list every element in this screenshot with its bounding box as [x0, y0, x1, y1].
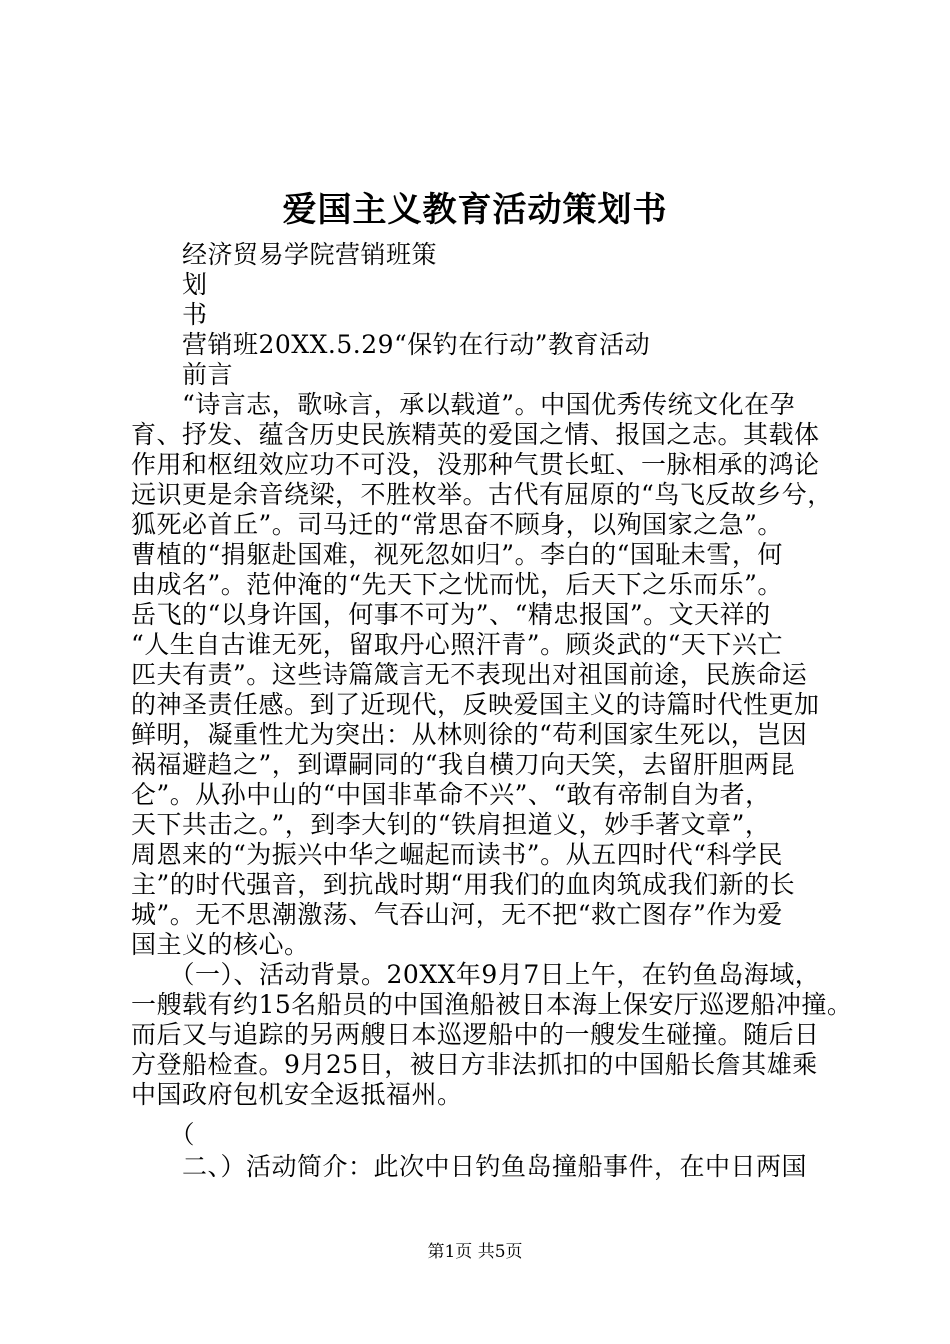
document-line: 书	[131, 300, 208, 329]
document-line: 育、抒发、蕴含历史民族精英的爱国之情、报国之志。其载体	[131, 420, 820, 449]
document-line: 岳飞的“以身许国，何事不可为”、“精忠报国”。文天祥的	[131, 600, 771, 629]
document-line: 作用和枢纽效应功不可没，没那种气贯长虹、一脉相承的鸿论	[131, 450, 820, 479]
document-line: 周恩来的“为振兴中华之崛起而读书”。从五四时代“科学民	[131, 840, 783, 869]
document-line: 天下共击之。”，到李大钊的“铁肩担道义，妙手著文章”，	[131, 810, 771, 839]
document-line: 划	[131, 270, 208, 299]
document-line: 远识更是余音绕梁，不胜枚举。古代有屈原的“鸟飞反故乡兮，	[131, 480, 833, 509]
document-line: 城”。无不思潮激荡、气吞山河，无不把“救亡图存”作为爱	[131, 900, 783, 929]
document-line: 国主义的核心。	[131, 930, 310, 959]
document-line: 曹植的“捐躯赴国难，视死忽如归”。李白的“国耻未雪，何	[131, 540, 783, 569]
document-line: “人生自古谁无死，留取丹心照汗青”。顾炎武的“天下兴亡	[131, 630, 783, 659]
document-line: 营销班20XX.5.29“保钓在行动”教育活动	[131, 330, 651, 359]
document-line: 经济贸易学院营销班策	[131, 240, 438, 269]
document-line: 的神圣责任感。到了近现代，反映爱国主义的诗篇时代性更加	[131, 690, 820, 719]
document-line: 匹夫有责”。这些诗篇箴言无不表现出对祖国前途，民族命运	[131, 660, 808, 689]
document-line: “诗言志，歌咏言，承以载道”。中国优秀传统文化在孕	[131, 390, 796, 419]
document-title: 爱国主义教育活动策划书	[282, 190, 668, 230]
document-line: 祸福避趋之”，到谭嗣同的“我自横刀向天笑，去留肝胆两昆	[131, 750, 796, 779]
document-line: 二、）活动简介：此次中日钓鱼岛撞船事件，在中日两国	[131, 1152, 808, 1181]
document-line: 由成名”。范仲淹的“先天下之忧而忧，后天下之乐而乐”。	[131, 570, 783, 599]
document-line: 狐死必首丘”。司马迁的“常思奋不顾身，以殉国家之急”。	[131, 510, 783, 539]
document-line: 前言	[131, 360, 234, 389]
document-line: （一）、活动背景。20XX年9月7日上午，在钓鱼岛海域，	[131, 960, 821, 989]
document-line: 而后又与追踪的另两艘日本巡逻船中的一艘发生碰撞。随后日	[131, 1020, 820, 1049]
document-line: （	[131, 1120, 196, 1149]
document-line: 鲜明，凝重性尤为突出：从林则徐的“苟利国家生死以，岂因	[131, 720, 808, 749]
document-line: 仑”。从孙中山的“中国非革命不兴”、“敢有帝制自为者，	[131, 780, 771, 809]
document-line: 中国政府包机安全返抵福州。	[131, 1080, 463, 1109]
document-line: 主”的时代强音，到抗战时期“用我们的血肉筑成我们新的长	[131, 870, 796, 899]
page-number-footer: 第1页 共5页	[427, 1242, 523, 1262]
document-line: 一艘载有约15名船员的中国渔船被日本海上保安厅巡逻船冲撞。	[131, 990, 853, 1019]
document-line: 方登船检查。9月25日，被日方非法抓扣的中国船长詹其雄乘	[131, 1050, 818, 1079]
